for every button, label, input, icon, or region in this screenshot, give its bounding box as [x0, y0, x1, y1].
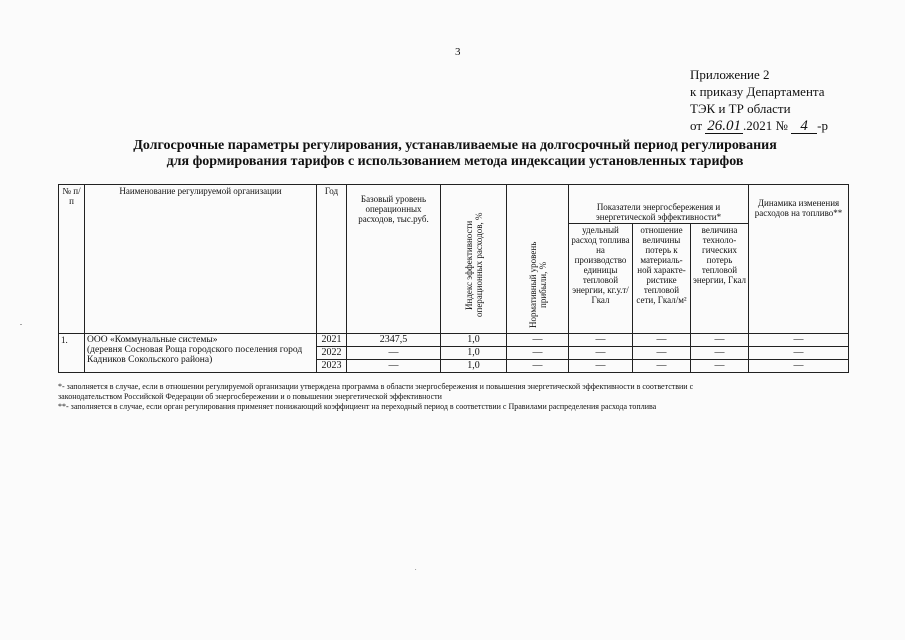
row-num: 1.: [59, 334, 85, 373]
header-year: Год: [317, 185, 347, 334]
row-fuel-2021: —: [569, 334, 633, 347]
appendix-line-2: к приказу Департамента: [690, 84, 825, 99]
row-ratio-2021: —: [633, 334, 691, 347]
appendix-line-1: Приложение 2: [690, 67, 770, 82]
header-num: № п/п: [59, 185, 85, 334]
header-efficiency-index-text: Индекс эффективности операционных расходов, %: [463, 212, 484, 318]
row-dynamics-2022: —: [749, 347, 849, 360]
footnotes: [58, 382, 858, 412]
row-base-2023: —: [347, 360, 441, 373]
row-profit-2023: —: [507, 360, 569, 373]
header-base-level: [347, 185, 441, 334]
header-org: Наименование регулируемой организации: [85, 185, 317, 334]
appendix-number-label: .2021 №: [743, 118, 788, 133]
row-profit-2022: —: [507, 347, 569, 360]
document-title-line-2: для формирования тарифов с использованием метода индексации установленных тарифов: [166, 154, 744, 169]
row-year-2021: 2021: [317, 334, 347, 347]
document-title: [85, 138, 825, 170]
header-dynamics: [749, 185, 849, 334]
header-losses-ratio: отношение величины потерь к материаль-ной характе-ристике тепловой сети, Гкал/м²: [633, 224, 691, 334]
footnote-2: **- заполняется в случае, если орган регулирования применяет понижающий коэффициент на переходный период в соответствии с Правилами распределения расхода топлива: [58, 402, 657, 411]
row-fuel-2022: —: [569, 347, 633, 360]
row-ratio-2023: —: [633, 360, 691, 373]
table-row: [59, 334, 849, 347]
page-number: 3: [455, 46, 461, 58]
header-base-level-text: Базовый уровень операционных расходов, тыс.руб.: [358, 194, 429, 224]
row-losses-2022: —: [691, 347, 749, 360]
row-profit-2021: —: [507, 334, 569, 347]
appendix-date-prefix: от: [690, 118, 703, 133]
row-org-detail: (деревня Сосновая Роща городского поселения город Кадников Сокольского района): [87, 345, 303, 365]
row-ratio-2022: —: [633, 347, 691, 360]
appendix-number-suffix: -р: [817, 118, 829, 133]
row-org-title: ООО «Коммунальные системы»: [87, 335, 218, 345]
header-efficiency-index: [441, 185, 507, 334]
footnote-1-line-1: *- заполняется в случае, если в отношении регулируемой организации утверждена программа в области энергосбережения и повышения энергетической эффективности в соответствии с: [58, 382, 694, 391]
scan-speck: .: [415, 566, 417, 572]
margin-mark: .: [20, 318, 22, 327]
row-fuel-2023: —: [569, 360, 633, 373]
table-header-row-1: [59, 185, 849, 224]
handwritten-date: 26.01: [707, 118, 742, 134]
row-base-2022: —: [347, 347, 441, 360]
header-energy-group: Показатели энергосбережения и энергетической эффективности*: [569, 185, 749, 224]
parameters-table: [58, 184, 849, 373]
handwritten-number: 4: [791, 119, 817, 134]
row-dynamics-2023: —: [749, 360, 849, 373]
row-year-2022: 2022: [317, 347, 347, 360]
appendix-line-3: ТЭК и ТР области: [690, 101, 791, 116]
document-title-line-1: Долгосрочные параметры регулирования, устанавливаемые на долгосрочный период регулирования: [133, 138, 777, 153]
row-losses-2021: —: [691, 334, 749, 347]
appendix-block: [690, 66, 880, 134]
header-profit-level-text: Нормативный уровень прибыли, %: [527, 241, 548, 329]
header-tech-losses: величина техноло-гических потерь тепловой энергии, Гкал: [691, 224, 749, 334]
header-fuel-rate: удельный расход топлива на производство единицы тепловой энергии, кг.у.т/Гкал: [569, 224, 633, 334]
row-losses-2023: —: [691, 360, 749, 373]
row-year-2023: 2023: [317, 360, 347, 373]
row-org-name: [85, 334, 317, 373]
row-index-2022: 1,0: [441, 347, 507, 360]
row-dynamics-2021: —: [749, 334, 849, 347]
header-dynamics-text: Динамика изменения расходов на топливо**: [754, 198, 843, 218]
appendix-line-4: [690, 117, 880, 134]
row-index-2023: 1,0: [441, 360, 507, 373]
footnote-1-line-2: законодательством Российской Федерации об энергосбережении и о повышении энергетической эффективности: [58, 392, 442, 401]
row-base-2021: 2347,5: [347, 334, 441, 347]
row-index-2021: 1,0: [441, 334, 507, 347]
header-profit-level: [507, 185, 569, 334]
